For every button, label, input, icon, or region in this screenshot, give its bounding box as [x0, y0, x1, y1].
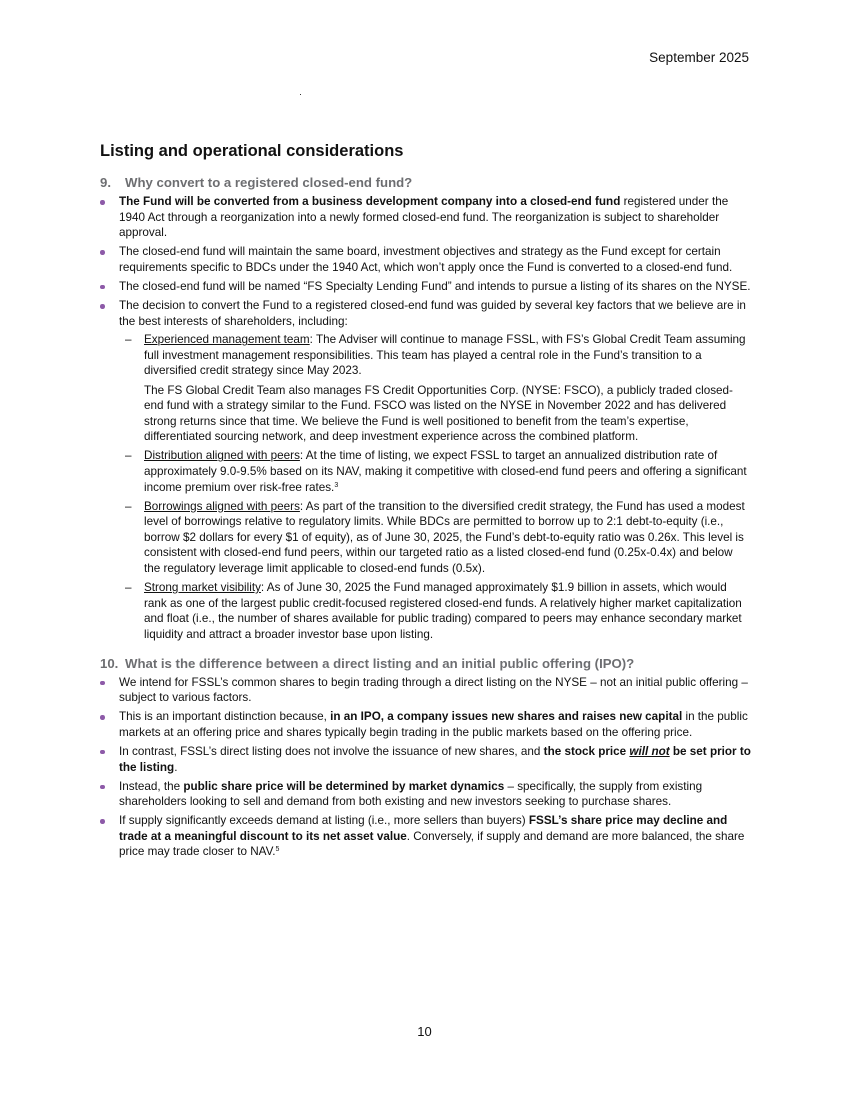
list-item [100, 279, 752, 295]
document-body [100, 142, 752, 864]
bullet-icon [100, 285, 105, 290]
factor-strong-market-visibility [119, 580, 752, 642]
body-text: . [174, 760, 178, 774]
bold-text: FSSL’s share price may decline and trade at a meaningful discount to its net asset value [119, 814, 728, 843]
factor-distribution-aligned [119, 448, 752, 495]
question-title: What is the difference between a direct listing and an initial public offering (IPO)? [125, 655, 635, 671]
bullet-icon [100, 785, 105, 790]
list-item [100, 194, 752, 241]
body-text: The closed-end fund will maintain the same board, investment objectives and strategy as the Fund except for certain requirements specific to BDCs under the 1940 Act, which won’t apply once the Fund is converted to a closed-end fund. [119, 245, 733, 274]
list-item [100, 244, 752, 275]
body-text: in the public markets at an offering price and shares typically begin trading in the public markets based on the offering price. [119, 710, 748, 739]
footnote-ref: 3 [334, 481, 339, 489]
bold-text: the stock price [543, 744, 630, 758]
body-text: – specifically, the supply from existing shareholders looking to sell and demand from both existing and new investors seeking to purchase shares. [119, 779, 703, 809]
body-text: The decision to convert the Fund to a registered closed-end fund was guided by several key factors that we believe are in the best interests of shareholders, including: [119, 299, 746, 328]
factor-experienced-management-team [119, 332, 752, 445]
dash-icon: – [125, 581, 132, 595]
section-title: Listing and operational considerations [100, 142, 404, 160]
bullet-icon [100, 681, 105, 686]
body-text: registered under the 1940 Act through a reorganization into a newly formed closed-end fund. The reorganization is subject to shareholder approval. [119, 195, 729, 240]
list-item [100, 813, 752, 860]
question-number: 9. [100, 175, 111, 190]
question-9-heading [100, 175, 752, 191]
page-number: 10 [417, 1024, 432, 1039]
key-factors-list [119, 332, 752, 642]
footnote-ref: 5 [275, 846, 280, 854]
body-text: This is an important distinction because, [119, 710, 331, 724]
body-text: If supply significantly exceeds demand at listing (i.e., more sellers than buyers) [119, 814, 529, 828]
factor-label: Strong market visibility [144, 581, 261, 595]
bold-text: be set prior to the listing [119, 744, 751, 774]
bullet-icon [100, 750, 105, 755]
list-item [100, 298, 752, 642]
body-text: We intend for FSSL’s common shares to begin trading through a direct listing on the NYSE – not an initial public offering – subject to various factors. [119, 675, 748, 705]
body-text: In contrast, FSSL’s direct listing does not involve the issuance of new shares, and [119, 744, 544, 758]
question-number: 10. [100, 655, 119, 671]
bold-text: public share price will be determined by market dynamics [183, 779, 505, 793]
factor-text: : As part of the transition to the diversified credit strategy, the Fund has used a modest level of borrowings relative to regulatory limits. While BDCs are permitted to borrow up to 2:1 debt-to-equity (i.e., borrow $2 dollars for every $1 of equity), as of June 30, 2025, the Fund’s debt-to-equity ratio was 0.26x. This level is consistent with closed-end fund peers, within our targeted ratio as a listed closed-end fund (0.25x-0.4x) and below the regulatory leverage limit applicable to closed-end funds (0.5x). [144, 499, 745, 576]
list-item [100, 675, 752, 706]
dash-icon: – [125, 499, 132, 513]
factor-text: : As of June 30, 2025 the Fund managed approximately $1.9 billion in assets, which would rank as one of the largest public credit-focused registered closed-end funds. A relatively higher market capitalization and float (i.e., the number of shares available for public trading) compared to peers may enhance secondary market liquidity and attract a broader investor base upon listing. [144, 581, 742, 641]
stray-dot [300, 94, 301, 95]
body-text: The closed-end fund will be named “FS Specialty Lending Fund” and intends to pursue a listing of its shares on the NYSE. [119, 279, 751, 293]
bullet-icon [100, 200, 105, 205]
bullet-icon [100, 304, 105, 309]
factor-text: : The Adviser will continue to manage FSSL, with FS’s Global Credit Team assuming full investment management responsibilities. This team has played a central role in the Fund’s transition to a diversified credit strategy since May 2023. [144, 333, 746, 378]
list-item [100, 744, 752, 775]
factor-label: Experienced management team [144, 333, 310, 347]
factor-paragraph: The FS Global Credit Team also manages FS Credit Opportunities Corp. (NYSE: FSCO), a publicly traded closed-end fund with a strategy similar to the Fund. FSCO was listed on the NYSE in November 2022 and has delivered strong returns since that time. We believe the Fund is well positioned to benefit from the team’s expertise, differentiated sourcing network, and deep investment experience across the combined platform. [144, 383, 733, 444]
body-text: Instead, the [119, 779, 184, 793]
factor-text: : At the time of listing, we expect FSSL to target an annualized distribution rate of approximately 9.0-9.5% based on its NAV, making it competitive with closed-end fund peers and offering a significant income premium over risk-free rates. [144, 449, 747, 494]
dash-icon: – [125, 333, 132, 347]
question-9-bullets [100, 194, 752, 643]
dash-icon: – [125, 449, 132, 463]
emphasis-text: will not [629, 744, 670, 758]
factor-label: Distribution aligned with peers [144, 449, 300, 463]
question-10-heading [100, 656, 752, 672]
question-title: Why convert to a registered closed-end fund? [125, 175, 413, 190]
bullet-icon [100, 819, 105, 824]
bold-text: The Fund will be converted from a business development company into a closed-end fund [119, 195, 621, 208]
body-text: . Conversely, if supply and demand are more balanced, the share price may trade closer to NAV. [119, 829, 745, 859]
bullet-icon [100, 715, 105, 720]
factor-label: Borrowings aligned with peers [144, 499, 300, 513]
bullet-icon [100, 250, 105, 255]
list-item [100, 709, 752, 740]
factor-borrowings-aligned [119, 499, 752, 577]
page-date: September 2025 [649, 50, 749, 65]
bold-text: in an IPO, a company issues new shares and raises new capital [330, 710, 683, 724]
question-10-bullets [100, 675, 752, 861]
list-item [100, 779, 752, 810]
